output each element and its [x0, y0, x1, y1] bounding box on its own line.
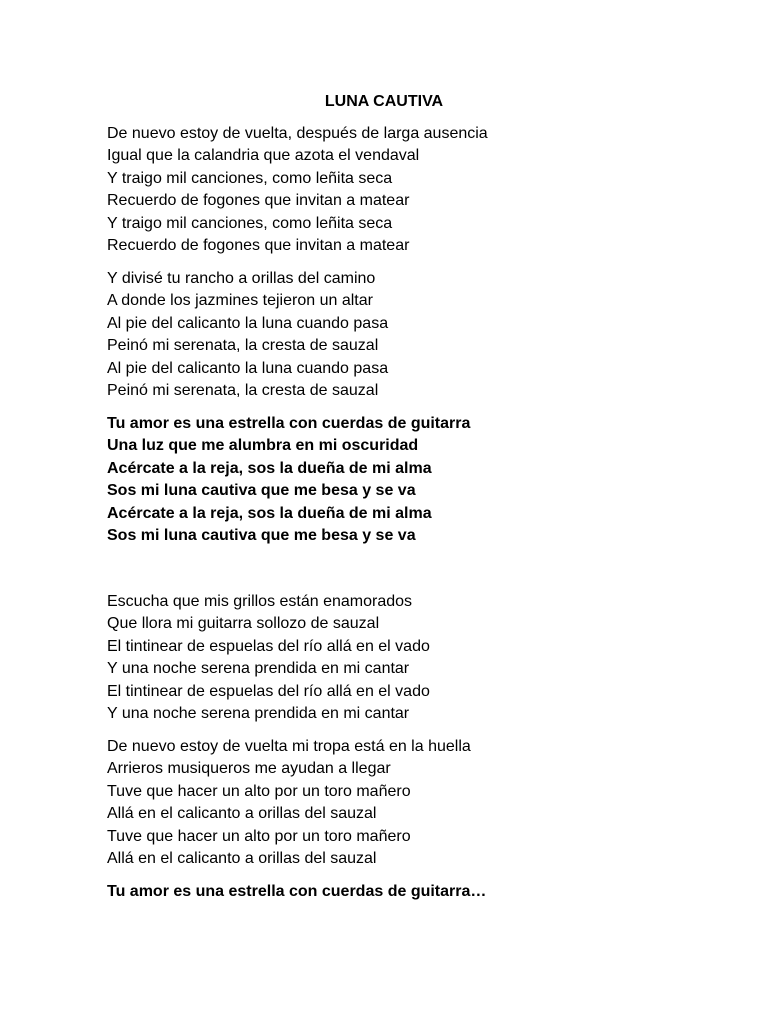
stanza-2	[107, 268, 727, 402]
verse-line: Al pie del calicanto la luna cuando pasa	[107, 314, 389, 332]
verse-line: Tuve que hacer un alto por un toro mañero	[107, 782, 411, 800]
verse-line: Tuve que hacer un alto por un toro mañero	[107, 827, 411, 845]
verse-line: Al pie del calicanto la luna cuando pasa	[107, 359, 389, 377]
verse-line: Escucha que mis grillos están enamorados	[107, 593, 413, 610]
chorus-reprise	[107, 881, 727, 903]
verse-line: Y traigo mil canciones, como leñita seca	[107, 214, 393, 232]
verse-line: Y una noche serena prendida en mi cantar	[107, 660, 410, 678]
verse-line: Allá en el calicanto a orillas del sauzal	[107, 805, 377, 823]
verse-line: De nuevo estoy de vuelta, después de larga ausencia	[107, 125, 488, 142]
verse-line: Una luz que me alumbra en mi oscuridad	[107, 437, 419, 455]
verse-line: Allá en el calicanto a orillas del sauzal	[107, 850, 377, 868]
verse-line: De nuevo estoy de vuelta mi tropa está en la huella	[107, 738, 471, 755]
verse-line: Acércate a la reja, sos la dueña de mi alma	[107, 504, 432, 522]
verse-line: Sos mi luna cautiva que me besa y se va	[107, 527, 416, 545]
verse-line: Arrieros musiqueros me ayudan a llegar	[107, 760, 391, 778]
verse-line: Y una noche serena prendida en mi cantar	[107, 705, 410, 723]
verse-line: A donde los jazmines tejieron un altar	[107, 292, 373, 310]
verse-line: Y divisé tu rancho a orillas del camino	[107, 270, 376, 287]
chorus-stanza	[107, 413, 727, 547]
page-title: LUNA CAUTIVA	[324, 93, 444, 110]
verse-line: Que llora mi guitarra sollozo de sauzal	[107, 615, 380, 633]
verse-line: Acércate a la reja, sos la dueña de mi alma	[107, 459, 432, 477]
stanza-4	[107, 591, 727, 725]
verse-line: Y traigo mil canciones, como leñita seca	[107, 169, 393, 187]
verse-line: Tu amor es una estrella con cuerdas de guitarra	[107, 415, 471, 432]
verse-line: Peinó mi serenata, la cresta de sauzal	[107, 337, 379, 355]
verse-line: Sos mi luna cautiva que me besa y se va	[107, 482, 416, 500]
verse-line: Recuerdo de fogones que invitan a matear	[107, 192, 410, 210]
stanza-1	[107, 123, 727, 257]
verse-line: Peinó mi serenata, la cresta de sauzal	[107, 382, 379, 400]
verse-line: Igual que la calandria que azota el vendaval	[107, 147, 420, 165]
verse-line: El tintinear de espuelas del río allá en el vado	[107, 682, 430, 700]
verse-line: Tu amor es una estrella con cuerdas de guitarra…	[107, 883, 487, 900]
verse-line: El tintinear de espuelas del río allá en el vado	[107, 637, 430, 655]
verse-line: Recuerdo de fogones que invitan a matear	[107, 237, 410, 255]
stanza-5	[107, 736, 727, 870]
